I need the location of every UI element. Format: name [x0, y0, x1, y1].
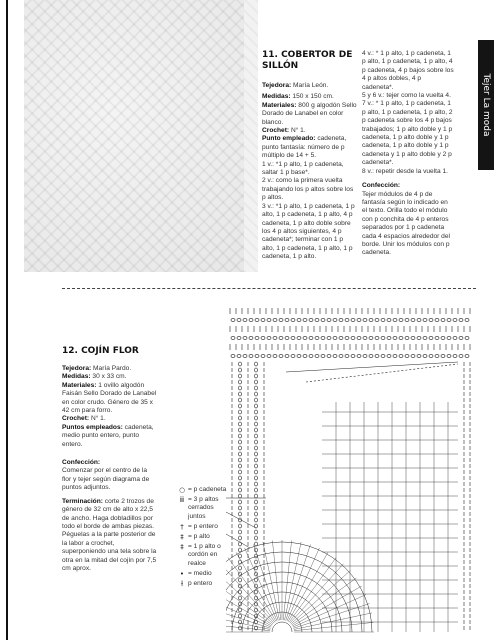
legend-item — [176, 486, 232, 494]
label: Medidas: — [62, 373, 91, 381]
label: Terminación: — [62, 497, 103, 505]
legend-item — [176, 570, 232, 578]
s12-crochet — [62, 415, 158, 423]
s11-conf-title: Confección: — [362, 182, 401, 190]
s11-v4: 4 v.: * 1 p alto, 1 p cadeneta, 1 p alto, 1 p cadeneta, 1 p alto, 4 p cadeneta, 4 p bajos sobre los 4 p altos dobles, 4 p cadeneta*. — [362, 50, 454, 91]
section-11-right — [362, 50, 454, 261]
label: Tejedora: — [62, 365, 92, 372]
s11-v2: 2 v.: como la primera vuelta trabajando los p altos sobre los p altos. — [262, 177, 354, 202]
legend-item — [176, 496, 232, 521]
value: María Pardo. — [93, 365, 132, 372]
s11-tejedora — [262, 82, 357, 90]
s11-v3: 3 v.: *1 p alto, 1 p cadeneta, 1 p alto, 1 p cadeneta, 1 p alto, 4 p cadeneta, 1 p alto doble sobre los 4 p altos siguientes, 4 p cadeneta*; terminar con 1 p alto, 1 p cadeneta, 1 p alto, 1 p cadeneta, 1 p alto. — [262, 202, 355, 261]
legend-item — [176, 523, 232, 531]
legend-text: = p alto — [188, 533, 210, 541]
side-tab-label: Tejer La moda — [481, 73, 491, 137]
half-stitch-icon: ƚ — [181, 580, 183, 589]
s11-v7: 7 v.: * 1 p alto, 1 p cadeneta, 1 p alto, 1 p cadeneta, 1 p alto, 2 p cadeneta sobre los 4 p bajos trabajados; 1 p alto doble y 1 p cadeneta, 1 p alto doble y 1 p cadeneta, 1 p alto doble y 1 p cadeneta y 1 p alto doble y 2 p cadeneta*. — [362, 100, 453, 167]
s11-conf-text: Tejer módulos de 4 p de fantasía según lo indicado en el texto. Orilla todo el módulo con p conchita de 4 p enteros separados por 1 p cadeneta cada 4 espacios alrededor del borde. Unir los módulos con p cadeneta. — [362, 190, 450, 257]
section-11-left — [262, 50, 357, 262]
s12-conf-text: Comenzar por el centro de la flor y tejer según diagrama de puntos adjuntos. — [62, 467, 150, 492]
crochet-diagram — [226, 302, 478, 636]
s11-v1: 1 v.: *1 p alto, 1 p cadeneta, saltar 1 p base*. — [262, 160, 344, 177]
s12-tejedora — [62, 365, 158, 373]
s12-terminacion — [62, 498, 158, 574]
value: cadeneta, medio punto entero, punto entero. — [62, 423, 154, 448]
legend-text: = 1 p alto o cordón en realce — [188, 543, 221, 567]
s11-punto — [262, 135, 357, 160]
oval-icon: ○ — [179, 486, 185, 494]
label: Medidas: — [262, 93, 291, 101]
legend-item — [176, 533, 232, 541]
three-tall-icon: ⅲ — [179, 496, 185, 505]
blanket-photo-edge — [244, 0, 258, 272]
value: 30 x 33 cm. — [92, 373, 127, 381]
label: Materiales: — [62, 381, 97, 389]
section-divider — [62, 288, 476, 289]
value: corte 2 trozos de género de 32 cm de alto x 22,5 de ancho. Haga dobladillos por todo el borde de ambas piezas. Péguelas a la parte posterior de la labor a crochet, superponiendo una tela sobre la otra en la mitad del cojín por 7,5 cm aprox. — [62, 497, 157, 572]
value: 150 x 150 cm. — [292, 93, 334, 101]
double-tall-icon: ‡ — [180, 543, 184, 552]
value: 1 ovillo algodón Faisán Sello Dorado de Lanabel en color crudo. Género de 35 x 42 cm para forro. — [62, 381, 157, 415]
label: Tejedora: — [262, 82, 292, 89]
s11-medidas — [262, 93, 357, 101]
s11-materiales — [262, 102, 357, 127]
legend-text: = p cadeneta — [188, 486, 227, 493]
legend-text: = p entero — [188, 522, 218, 530]
label: Puntos empleados: — [62, 423, 123, 431]
s12-medidas — [62, 373, 158, 381]
s11-v5: 5 y 6 v.: tejer como la vuelta 4. — [362, 92, 451, 100]
legend-text: = 3 p altos cerrados juntos — [188, 496, 219, 520]
blanket-photo — [24, 0, 244, 272]
value: cadeneta, punto fantasía: número de p múltiplo de 14 + 5. — [262, 135, 347, 160]
s11-crochet — [262, 127, 357, 135]
label: Materiales: — [262, 101, 297, 109]
value: María León. — [293, 82, 329, 89]
label: Crochet: — [262, 127, 290, 135]
value: N° 1. — [290, 127, 306, 135]
s11-v8: 8 v.: repetir desde la vuelta 1. — [362, 167, 449, 175]
dot-icon: • — [180, 569, 184, 578]
section-12-title: 12. COJÍN FLOR — [62, 346, 139, 356]
legend-item — [176, 543, 232, 568]
tall-stitch-icon: ‡ — [180, 533, 184, 542]
tall-stitch-icon: † — [180, 522, 184, 531]
legend-text: p entero — [188, 580, 213, 588]
legend-text: = medio — [188, 569, 212, 577]
value: 800 g algodón Sello Dorado de Lanabel en color blanco. — [262, 101, 357, 126]
s12-materiales — [62, 382, 158, 416]
section-11-title: 11. COBERTOR DE SILLÓN — [262, 50, 353, 71]
s12-puntos — [62, 424, 158, 449]
diagram-legend — [176, 486, 232, 590]
section-12-text — [62, 346, 158, 576]
s12-conf-title: Confección: — [62, 459, 101, 467]
value: N° 1. — [90, 415, 106, 423]
label: Punto empleado: — [262, 135, 316, 143]
side-tab — [478, 40, 494, 170]
label: Crochet: — [62, 415, 90, 423]
binding-edge — [6, 0, 8, 640]
legend-item — [176, 580, 232, 588]
